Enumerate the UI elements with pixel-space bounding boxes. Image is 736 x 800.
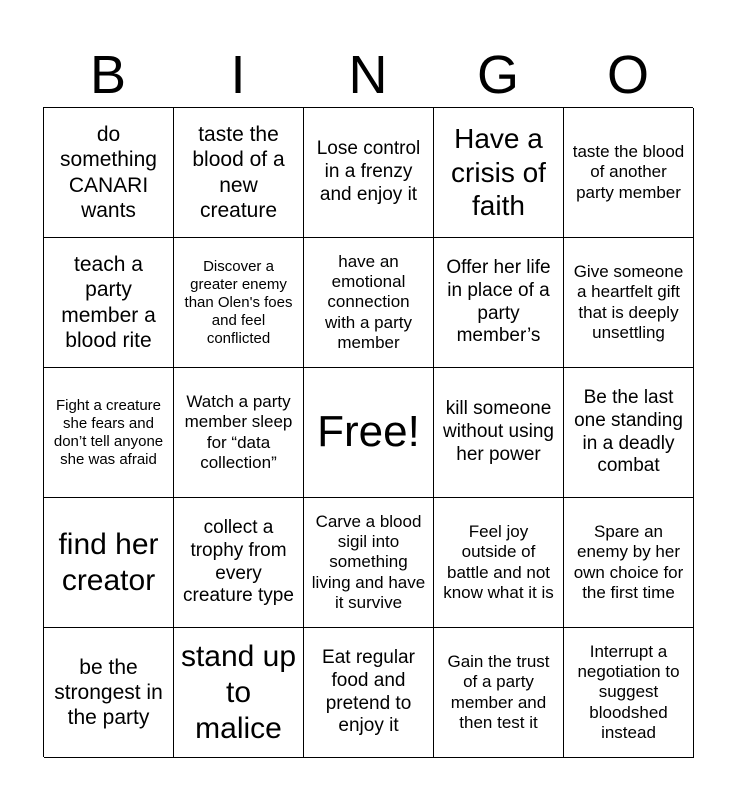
cell-text: Fight a creature she fears and don’t tell anyone she was afraid xyxy=(53,396,164,468)
bingo-cell-r1c5[interactable] xyxy=(564,108,694,238)
bingo-cell-r2c3[interactable] xyxy=(304,238,434,368)
cell-text: collect a trophy from every creature type xyxy=(183,516,294,607)
header-letter-g: G xyxy=(476,45,519,105)
cell-text: Carve a blood sigil into something living and have it survive xyxy=(311,511,426,613)
cell-text: stand up to malice xyxy=(180,639,297,745)
cell-text: Offer her life in place of a party member’s xyxy=(446,256,551,347)
bingo-cell-r4c3[interactable] xyxy=(304,498,434,628)
header-letter-b: B xyxy=(89,45,127,105)
cell-text: Lose control in a frenzy and enjoy it xyxy=(316,138,421,205)
cell-text: have an emotional connection with a party member xyxy=(325,251,412,353)
bingo-cell-r5c5[interactable] xyxy=(564,628,694,758)
cell-text: Give someone a heartfelt gift that is deeply unsettling xyxy=(573,261,684,342)
bingo-cell-r2c2[interactable] xyxy=(174,238,304,368)
header-letter-i: I xyxy=(230,45,246,105)
cell-text: do something CANARI wants xyxy=(60,123,157,222)
bingo-cell-r4c2[interactable] xyxy=(174,498,304,628)
cell-text: taste the blood of a new creature xyxy=(192,123,285,222)
cell-text: find her creator xyxy=(58,527,159,597)
bingo-cell-r4c1[interactable] xyxy=(44,498,174,628)
bingo-board xyxy=(43,107,693,757)
bingo-cell-r1c3[interactable] xyxy=(304,108,434,238)
bingo-cell-r1c4[interactable] xyxy=(434,108,564,238)
cell-text: Feel joy outside of battle and not know what it is xyxy=(443,521,554,602)
bingo-cell-r3c2[interactable] xyxy=(174,368,304,498)
bingo-cell-r5c4[interactable] xyxy=(434,628,564,758)
bingo-cell-r2c1[interactable] xyxy=(44,238,174,368)
cell-text: Eat regular food and pretend to enjoy it xyxy=(322,646,415,737)
bingo-cell-r3c1[interactable] xyxy=(44,368,174,498)
bingo-cell-r1c2[interactable] xyxy=(174,108,304,238)
cell-text: Gain the trust of a party member and then test it xyxy=(447,651,550,732)
cell-text: kill someone without using her power xyxy=(443,398,554,465)
bingo-cell-free[interactable] xyxy=(304,368,434,498)
bingo-cell-r2c4[interactable] xyxy=(434,238,564,368)
cell-text: Spare an enemy by her own choice for the first time xyxy=(573,521,684,602)
header-letter-o: O xyxy=(606,45,649,105)
bingo-header xyxy=(43,40,693,108)
cell-text: be the strongest in the party xyxy=(54,655,163,730)
header-letter-n: N xyxy=(348,45,388,105)
cell-text: Discover a greater enemy than Olen's foes and feel conflicted xyxy=(184,257,293,347)
cell-text: Have a crisis of faith xyxy=(451,123,546,222)
bingo-cell-r1c1[interactable] xyxy=(44,108,174,238)
bingo-cell-r4c4[interactable] xyxy=(434,498,564,628)
bingo-cell-r3c4[interactable] xyxy=(434,368,564,498)
cell-text: Be the last one standing in a deadly combat xyxy=(574,386,683,477)
bingo-cell-r3c5[interactable] xyxy=(564,368,694,498)
cell-text: Watch a party member sleep for “data collection” xyxy=(184,391,293,472)
bingo-cell-r5c3[interactable] xyxy=(304,628,434,758)
cell-text: teach a party member a blood rite xyxy=(61,253,156,352)
bingo-cell-r4c5[interactable] xyxy=(564,498,694,628)
bingo-cell-r2c5[interactable] xyxy=(564,238,694,368)
free-space-text: Free! xyxy=(317,407,420,457)
bingo-cell-r5c1[interactable] xyxy=(44,628,174,758)
bingo-cell-r5c2[interactable] xyxy=(174,628,304,758)
cell-text: taste the blood of another party member xyxy=(572,141,685,202)
cell-text: Interrupt a negotiation to suggest bloodshed instead xyxy=(577,641,680,743)
